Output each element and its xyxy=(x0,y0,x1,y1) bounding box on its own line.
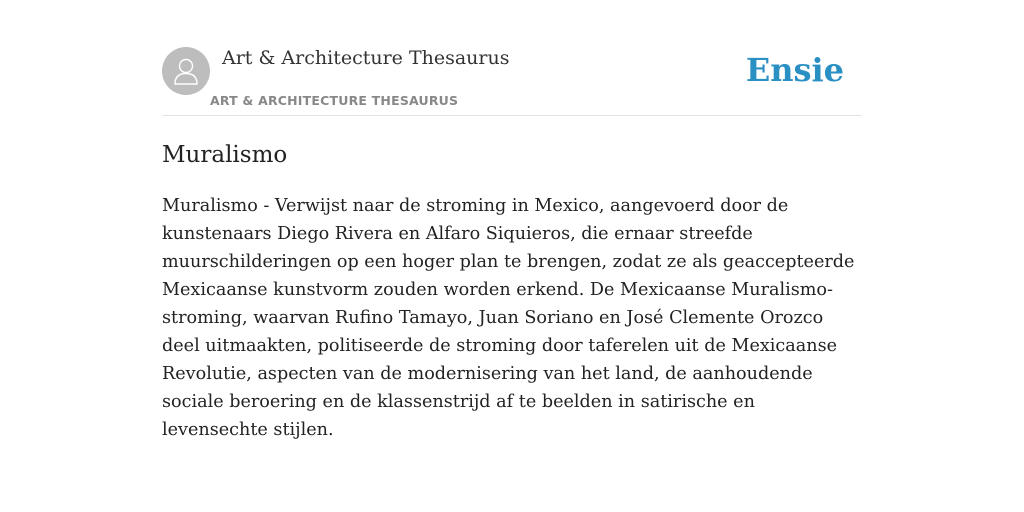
user-icon xyxy=(172,56,200,86)
avatar[interactable] xyxy=(162,47,210,95)
author-name[interactable]: Art & Architecture Thesaurus xyxy=(222,47,510,69)
entry-definition: Muralismo - Verwijst naar de stroming in Mexico, aangevoerd door de kunstenaars Diego Rivera en Alfaro Siquieros, die ernaar streefde muurschilderingen op een hoger plan te brengen, zodat ze als geaccepteerde Mexicaanse kunstvorm zouden worden erkend. De Mexicaanse Muralismo-stroming, waarvan Rufino Tamayo, Juan Soriano en José Clemente Orozco deel uitmaakten, politiseerde de stroming door taferelen uit de Mexicaanse Revolutie, aspecten van de modernisering van het land, de aanhoudende sociale beroering en de klassenstrijd af te beelden in satirische en levensechte stijlen. xyxy=(162,196,855,440)
header xyxy=(162,0,862,116)
entry-title: Muralismo xyxy=(162,142,288,168)
source-label: ART & ARCHITECTURE THESAURUS xyxy=(210,93,459,108)
ensie-logo[interactable]: Ensie xyxy=(745,51,844,89)
